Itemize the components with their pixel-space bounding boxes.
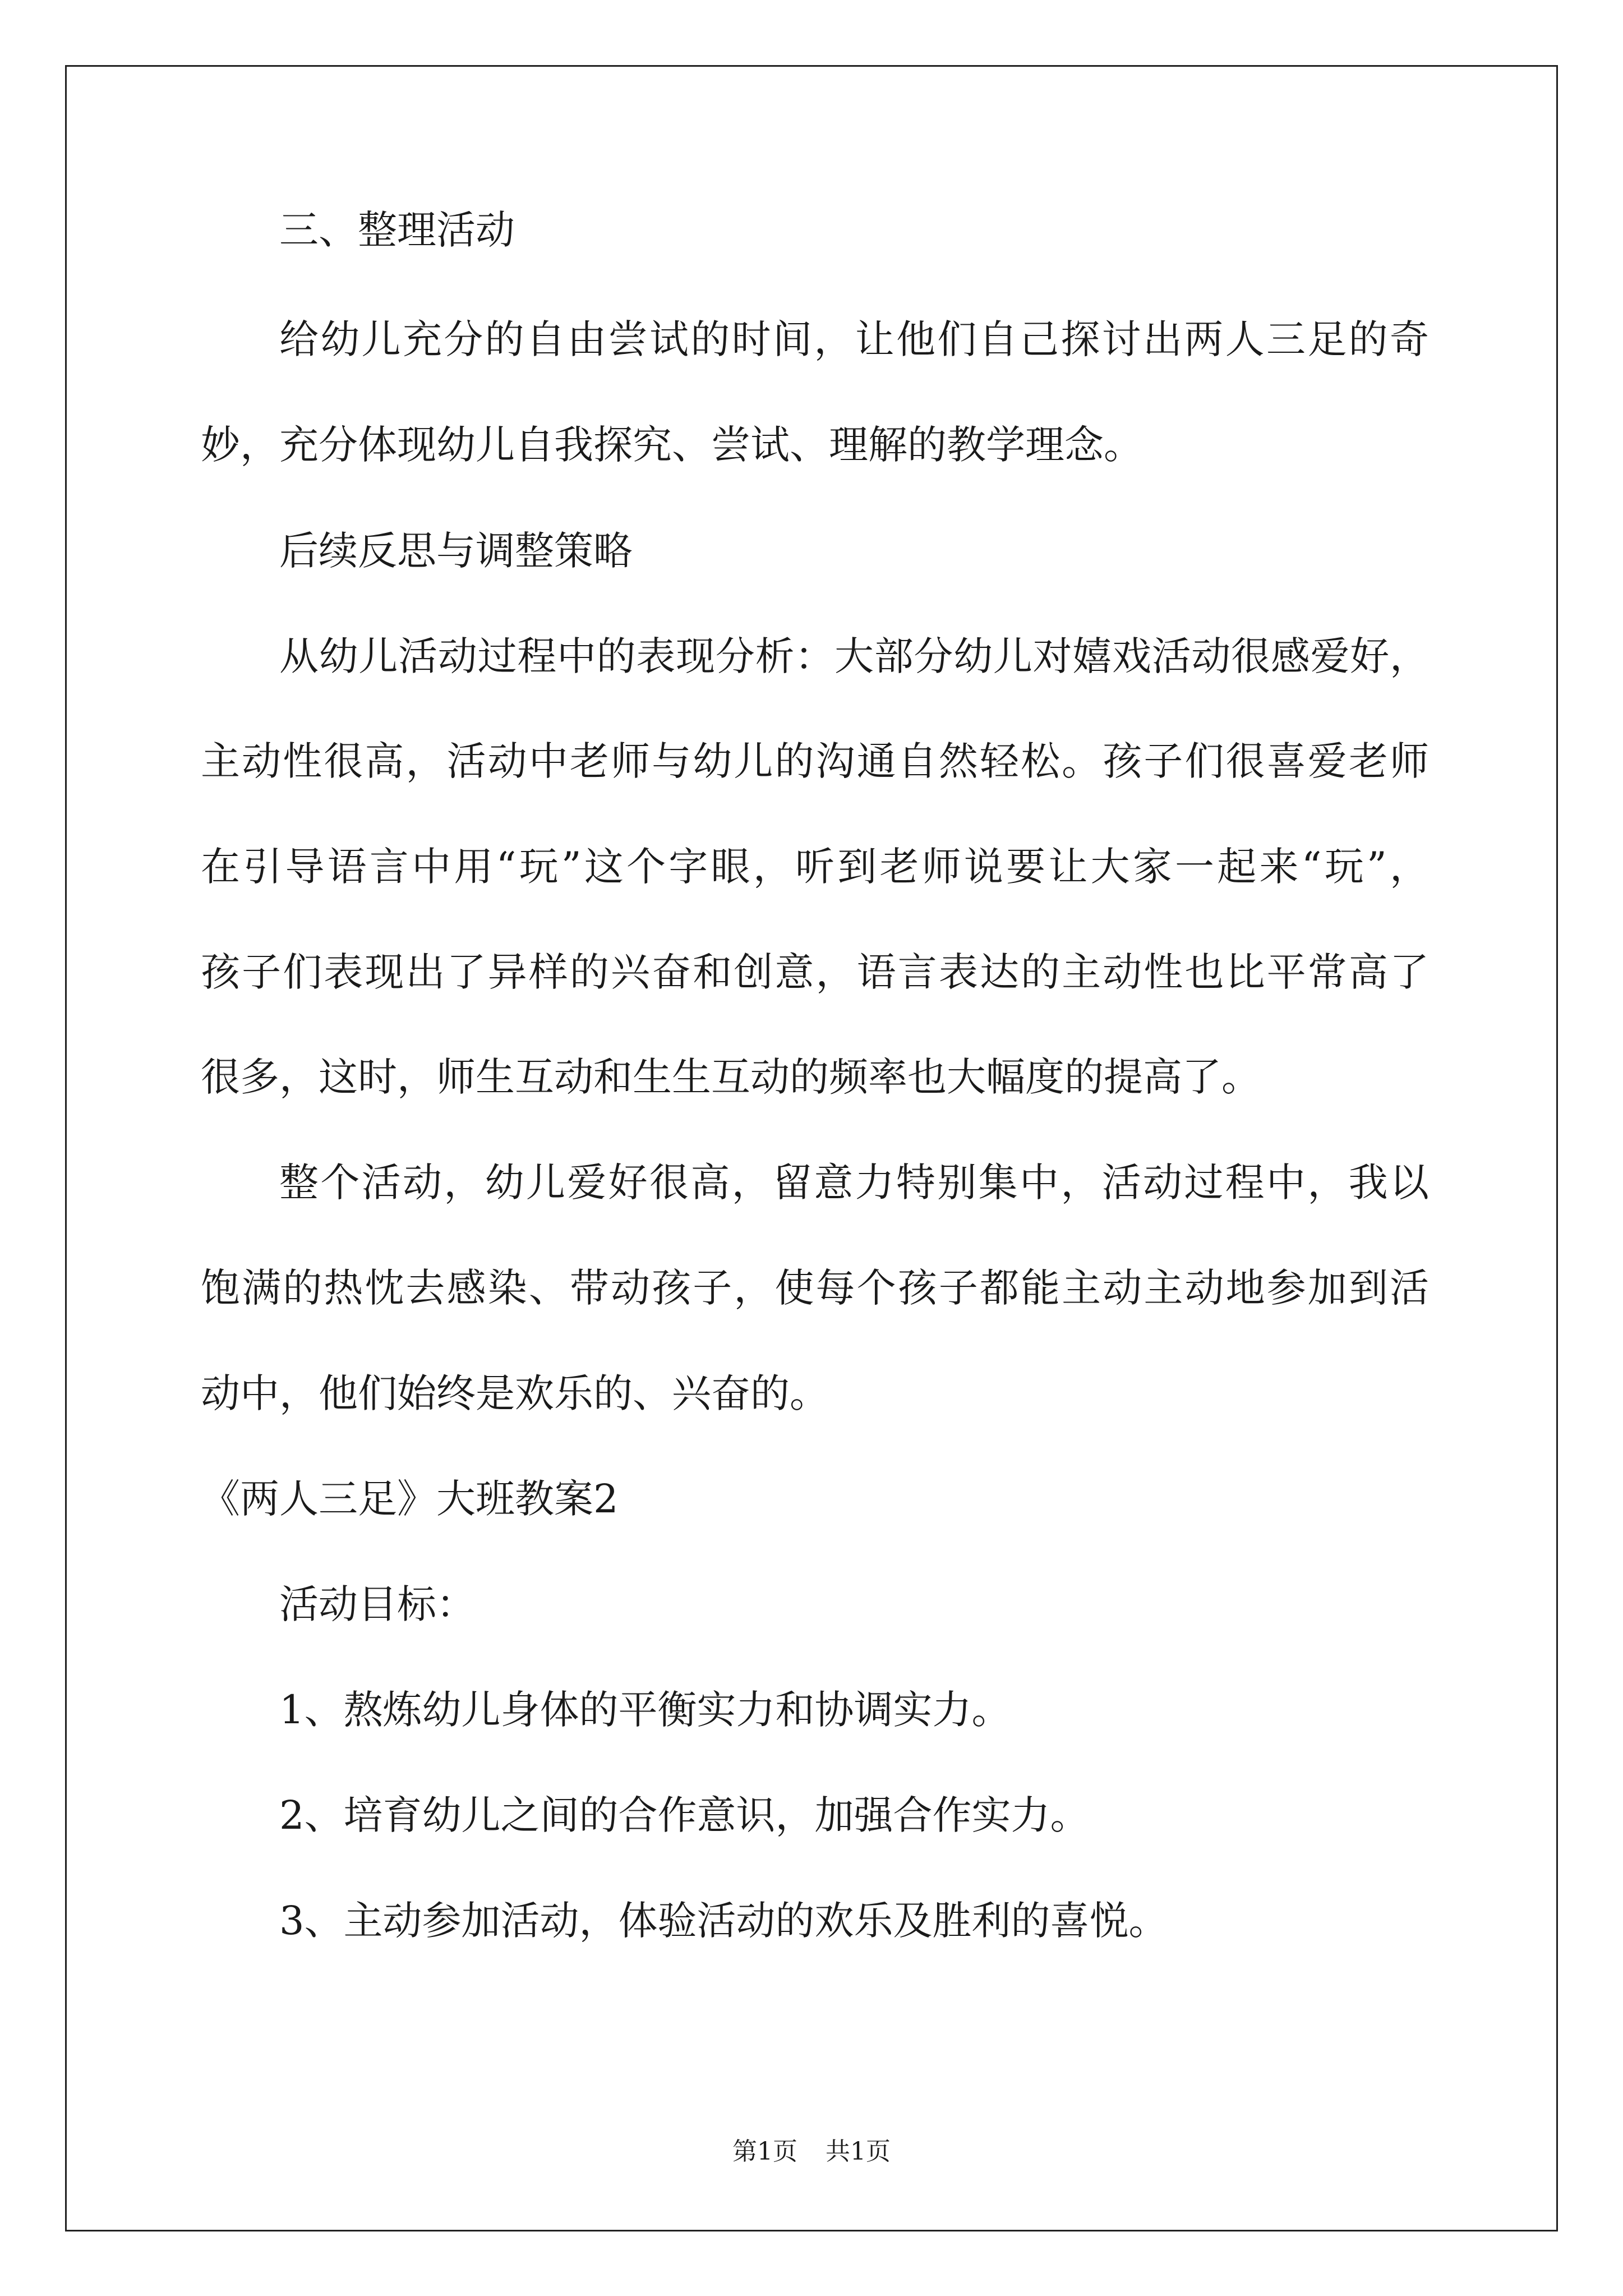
paragraph-line: 动中，他们始终是欢乐的、兴奋的。 xyxy=(201,1370,829,1416)
paragraph-line: 整个活动，幼儿爱好很高，留意力特别集中，活动过程中，我以 xyxy=(279,1159,1429,1205)
paragraph-line: 从幼儿活动过程中的表现分析：大部分幼儿对嬉戏活动很感爱好， xyxy=(279,633,1429,679)
section-heading-organize-activity: 三、整理活动 xyxy=(279,207,515,253)
paragraph-line: 妙，充分体现幼儿自我探究、尝试、理解的教学理念。 xyxy=(201,422,1143,468)
section-heading-reflection: 后续反思与调整策略 xyxy=(279,528,633,574)
section-heading-objectives: 活动目标： xyxy=(279,1581,476,1627)
paragraph-line: 主动性很高，活动中老师与幼儿的沟通自然轻松。孩子们很喜爱老师 xyxy=(201,738,1429,784)
page-number: 第1页 xyxy=(732,2137,797,2166)
page-footer xyxy=(0,2135,1623,2169)
objective-item: 3、主动参加活动，体验活动的欢乐及胜利的喜悦。 xyxy=(279,1898,1168,1944)
paragraph-line: 在引导语言中用“玩”这个字眼，听到老师说要让大家一起来“玩”， xyxy=(201,844,1429,890)
paragraph-line: 给幼儿充分的自由尝试的时间，让他们自己探讨出两人三足的奇 xyxy=(279,316,1429,362)
page-total: 共1页 xyxy=(826,2137,891,2166)
paragraph-line: 饱满的热忱去感染、带动孩子，使每个孩子都能主动主动地参加到活 xyxy=(201,1265,1429,1311)
objective-item: 1、熬炼幼儿身体的平衡实力和协调实力。 xyxy=(279,1687,1011,1733)
paragraph-line: 很多，这时，师生互动和生生互动的频率也大幅度的提高了。 xyxy=(201,1054,1261,1100)
objective-item: 2、培育幼儿之间的合作意识，加强合作实力。 xyxy=(279,1792,1090,1838)
lesson-plan-title: 《两人三足》大班教案2 xyxy=(201,1476,619,1522)
paragraph-line: 孩子们表现出了异样的兴奋和创意，语言表达的主动性也比平常高了 xyxy=(201,949,1429,995)
